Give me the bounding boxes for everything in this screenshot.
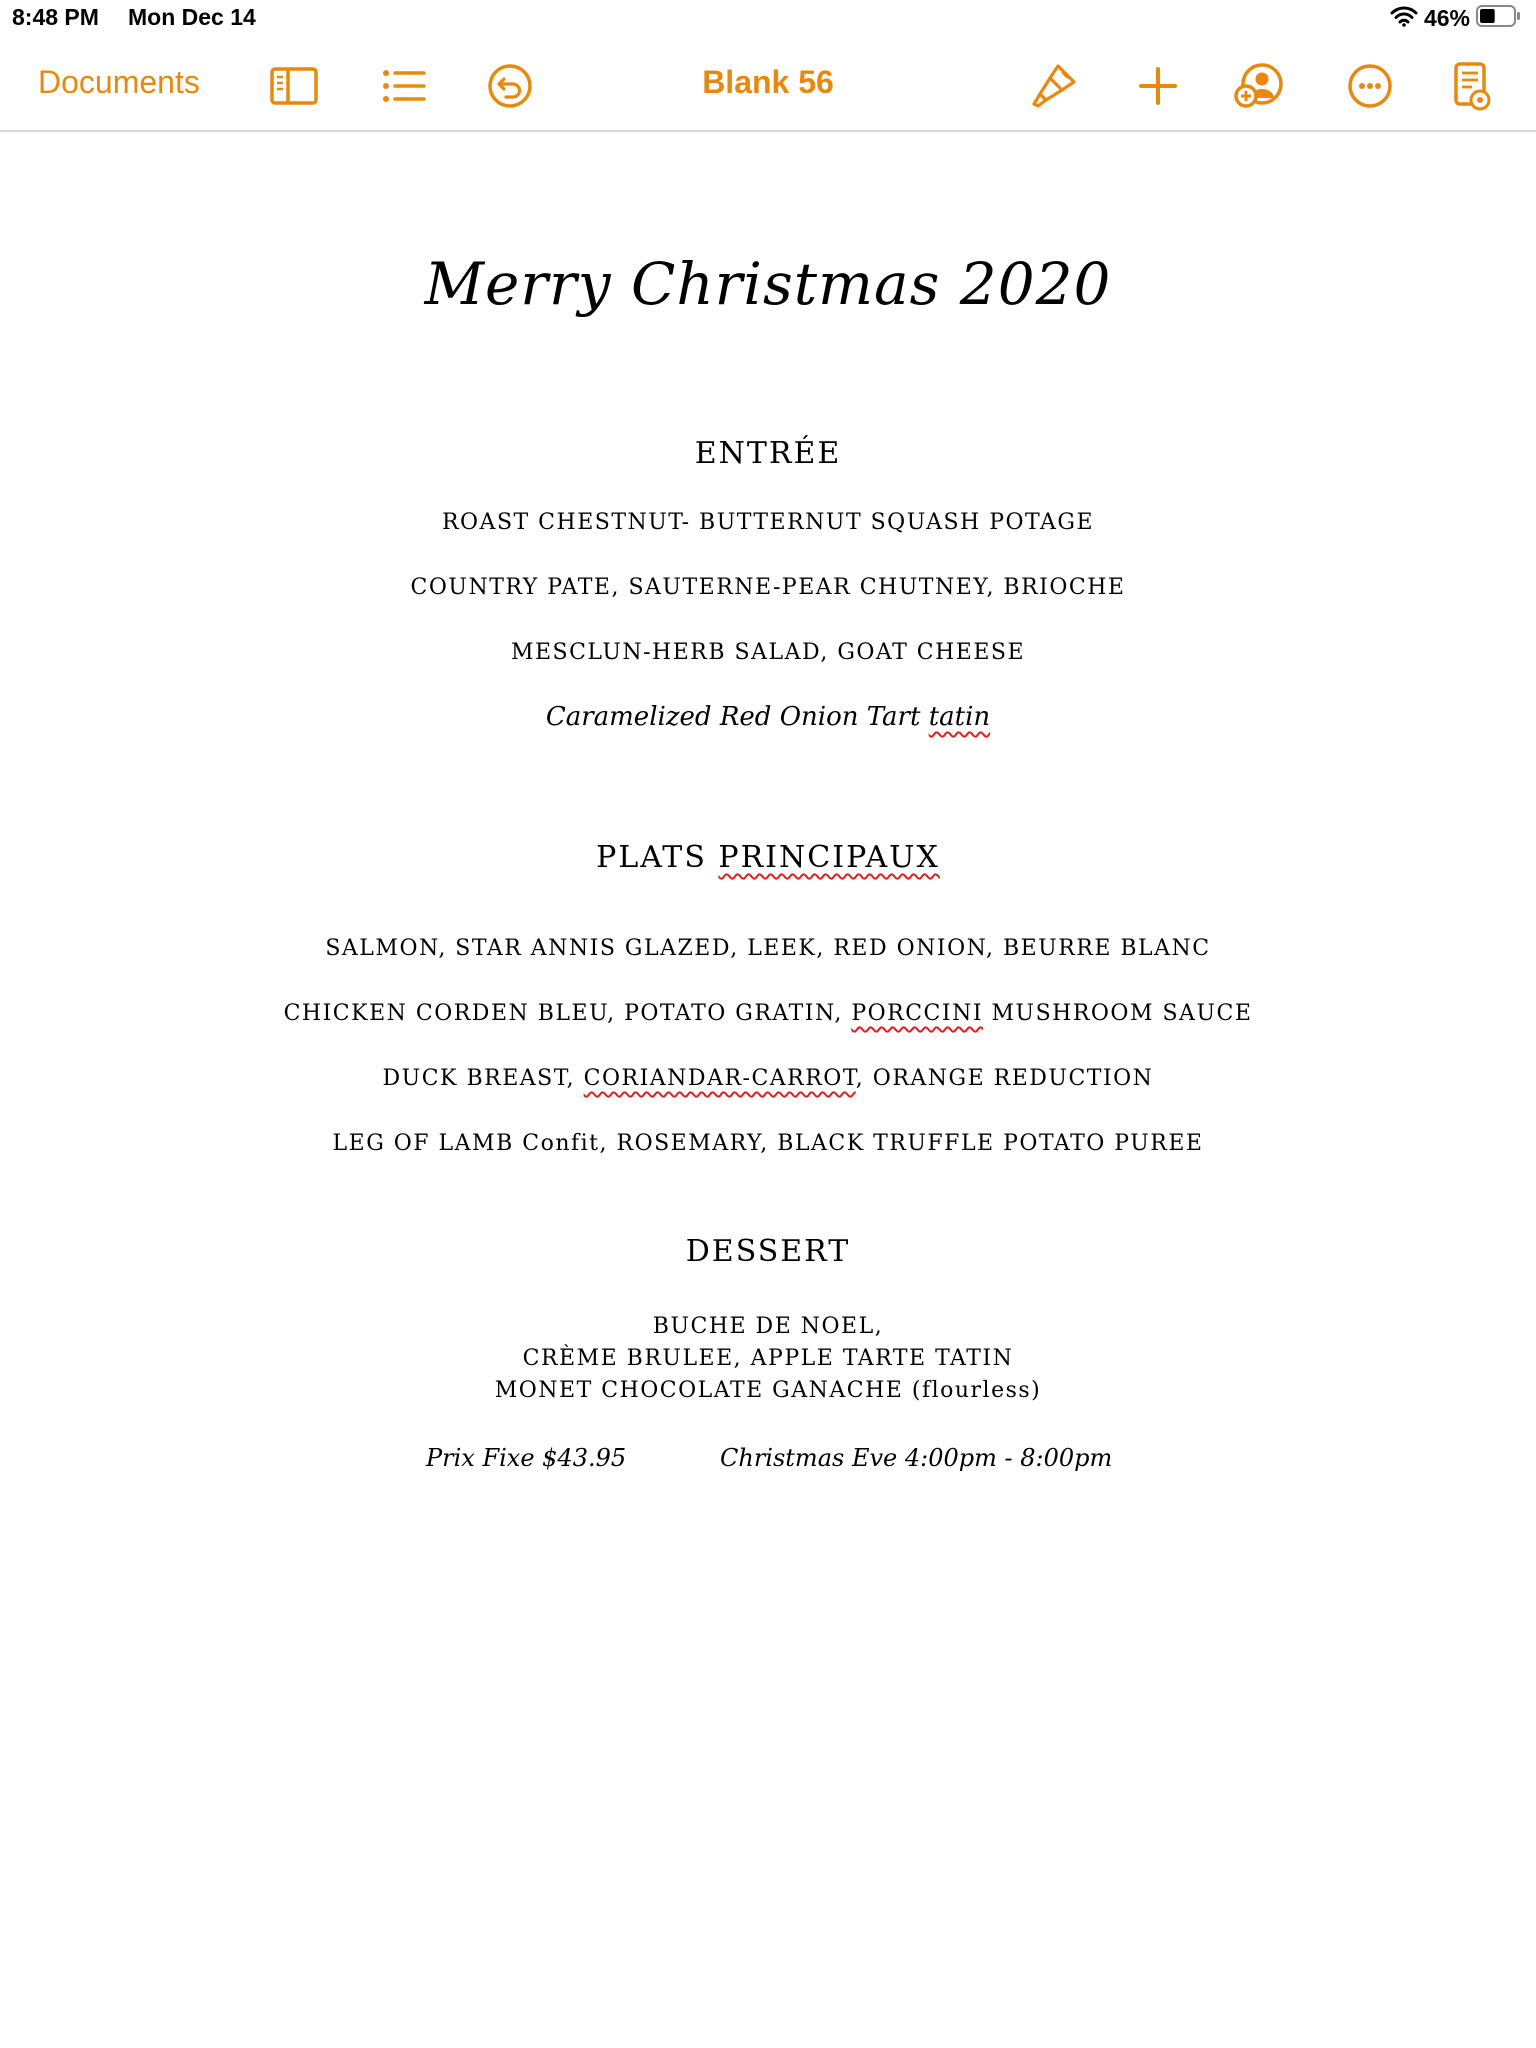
collaborate-icon[interactable]: [1234, 60, 1286, 112]
entree-item: MESCLUN-HERB SALAD, GOAT CHEESE: [510, 640, 1026, 665]
misspelled-word[interactable]: PORCCINI: [851, 1001, 984, 1026]
plats-heading: [0, 840, 1536, 875]
misspelled-word[interactable]: PRINCIPAUX: [718, 840, 940, 875]
plats-item: [0, 1001, 1536, 1026]
battery-percent: 46%: [1423, 4, 1470, 31]
entree-item-text: Caramelized Red Onion Tart: [545, 702, 929, 732]
dessert-item: MONET CHOCOLATE GANACHE (flourless): [494, 1378, 1042, 1403]
entree-item: [0, 702, 1536, 732]
battery-icon: [1476, 4, 1522, 33]
entree-item: COUNTRY PATE, SAUTERNE-PEAR CHUTNEY, BRIOCHE: [410, 575, 1126, 600]
misspelled-word[interactable]: tatin: [928, 702, 991, 732]
misspelled-word[interactable]: CORIANDAR-CARROT: [583, 1066, 856, 1091]
service-hours: Christmas Eve 4:00pm - 8:00pm: [720, 1444, 1113, 1472]
prix-fixe: Prix Fixe $43.95: [426, 1444, 627, 1472]
plats-item-text: MUSHROOM SAUCE: [983, 1001, 1253, 1026]
dessert-item: CRÈME BRULEE, APPLE TARTE TATIN: [522, 1346, 1014, 1371]
plats-item-text: DUCK BREAST,: [382, 1066, 584, 1091]
more-icon[interactable]: [1344, 60, 1396, 112]
plats-item: [0, 1066, 1536, 1091]
entree-heading: ENTRÉE: [694, 436, 842, 471]
documents-button[interactable]: Documents: [38, 64, 200, 100]
plats-item-text: CHICKEN CORDEN BLEU, POTATO GRATIN,: [283, 1001, 852, 1026]
reading-view-icon[interactable]: [1446, 60, 1498, 112]
status-right: [1390, 4, 1522, 32]
document-title[interactable]: Blank 56: [702, 64, 834, 100]
status-bar: [0, 0, 1536, 36]
paintbrush-icon[interactable]: [1028, 60, 1080, 112]
menu-title: Merry Christmas 2020: [424, 250, 1112, 318]
dessert-heading: DESSERT: [685, 1234, 851, 1269]
status-date: Mon Dec 14: [128, 4, 256, 30]
wifi-icon: [1390, 5, 1418, 32]
plats-item-text: , ORANGE REDUCTION: [855, 1066, 1154, 1091]
plats-heading-text: PLATS: [596, 840, 719, 875]
toolbar: [0, 40, 1536, 132]
entree-item: ROAST CHESTNUT- BUTTERNUT SQUASH POTAGE: [441, 510, 1095, 535]
status-time: 8:48 PM: [12, 4, 99, 30]
plats-item: LEG OF LAMB Confit, ROSEMARY, BLACK TRUFFLE POTATO PUREE: [332, 1131, 1204, 1156]
plus-icon[interactable]: [1132, 60, 1184, 112]
plats-item: SALMON, STAR ANNIS GLAZED, LEEK, RED ONION, BEURRE BLANC: [325, 936, 1211, 961]
dessert-item: BUCHE DE NOEL,: [652, 1314, 884, 1339]
